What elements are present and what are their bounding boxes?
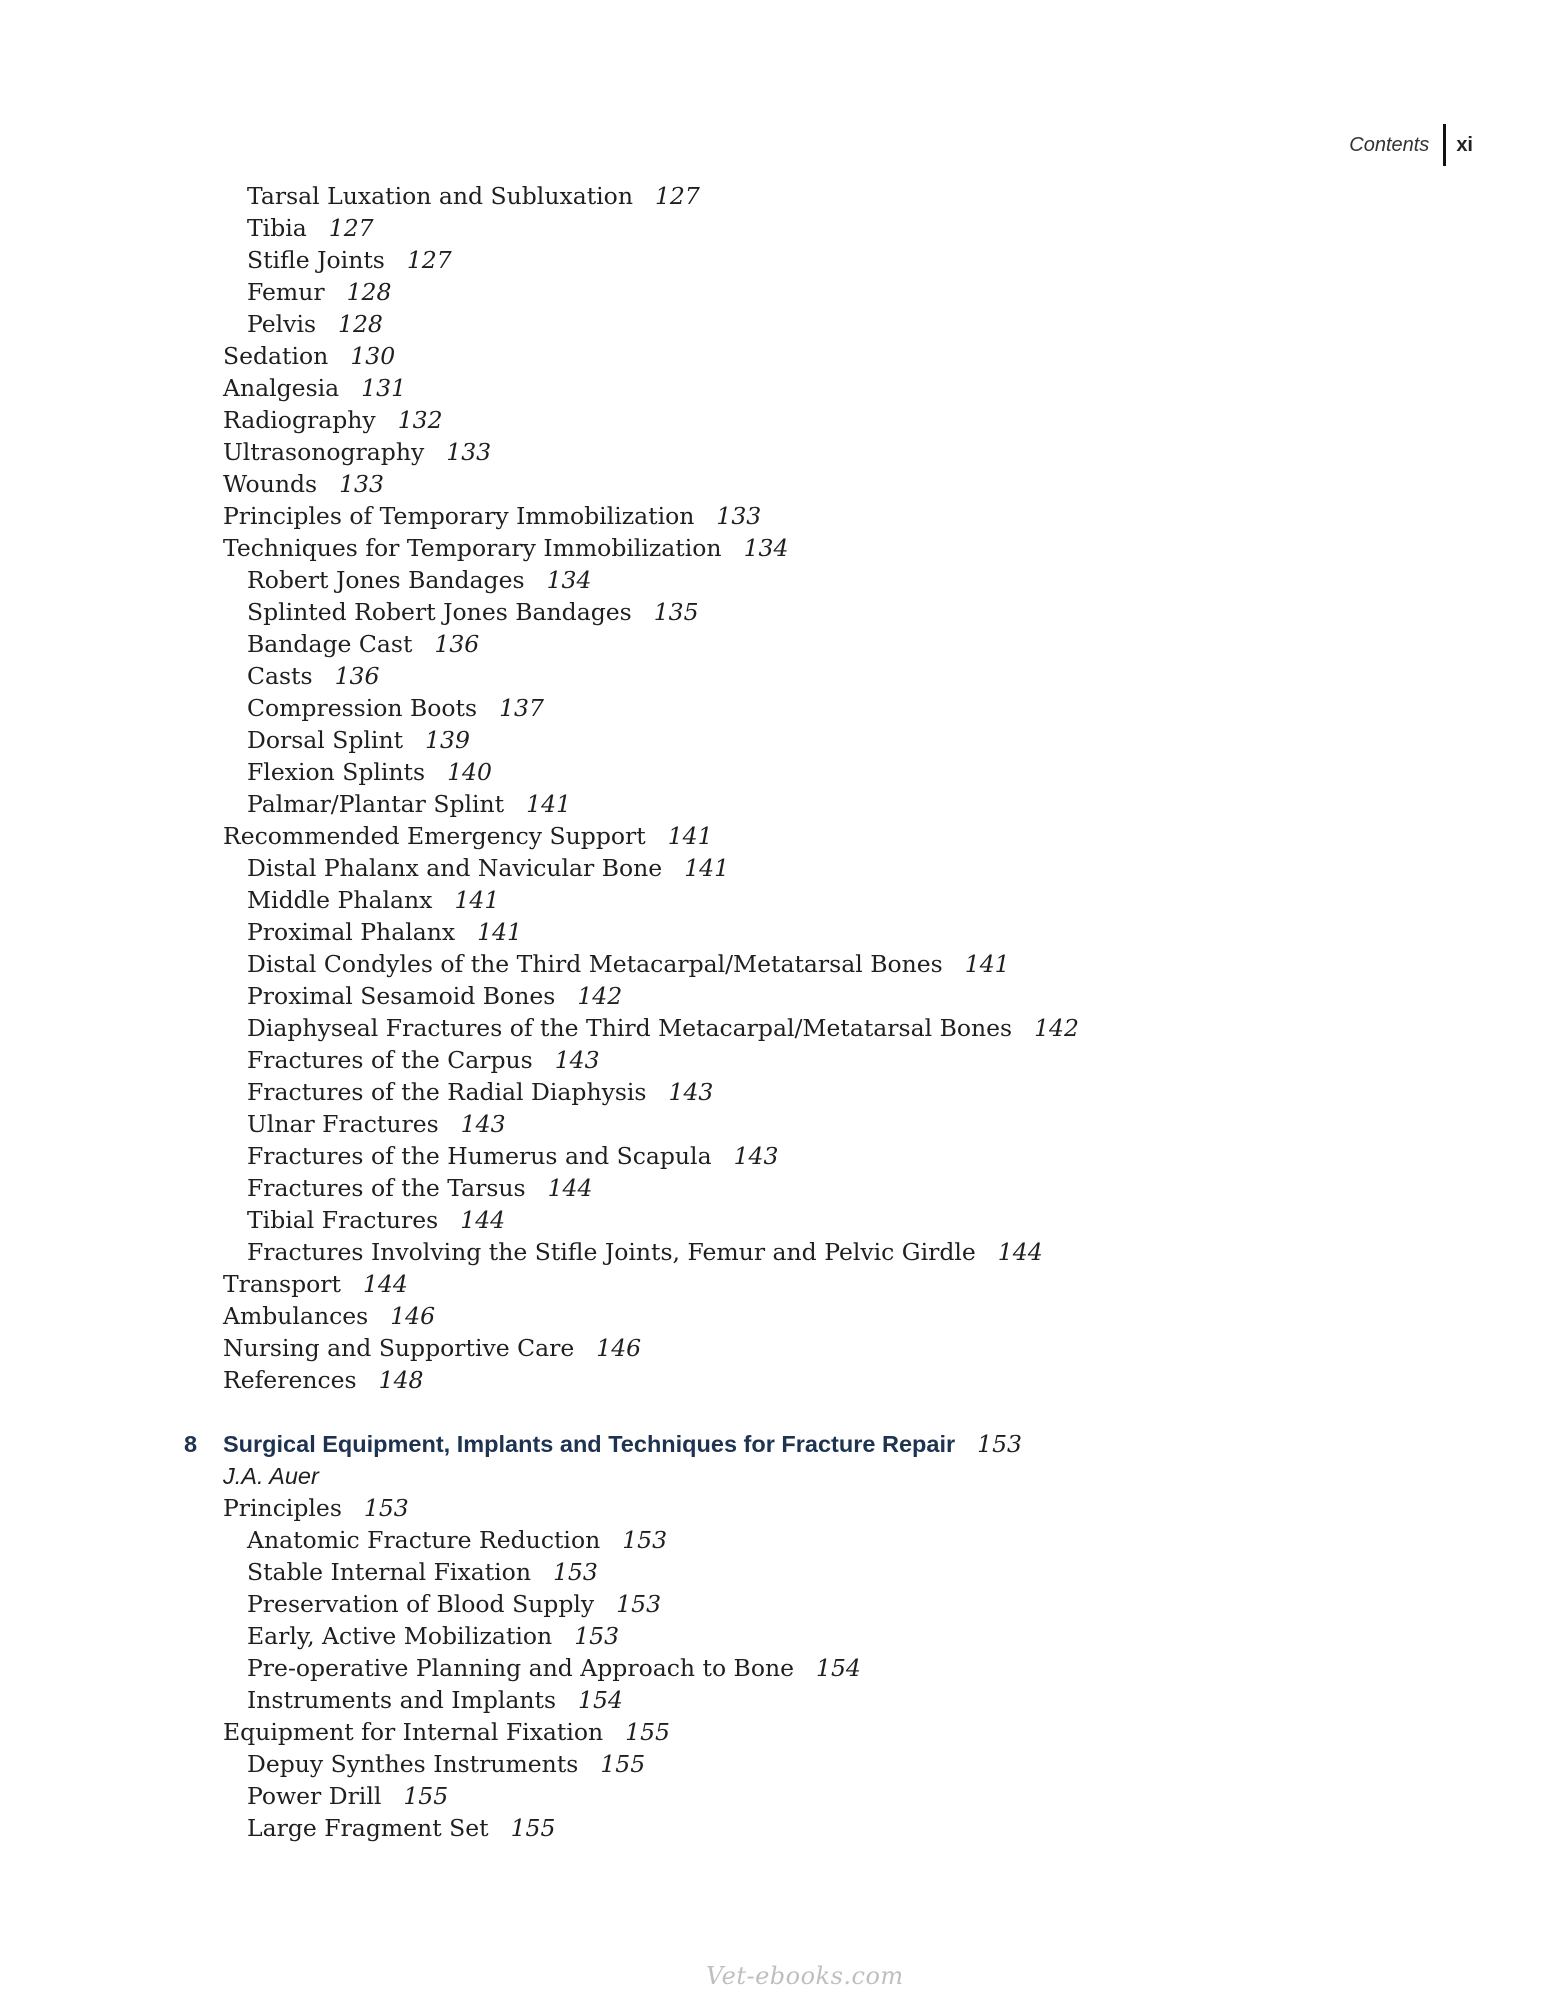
toc-entry-page: 131 (361, 374, 407, 402)
toc-entry (0, 692, 1565, 724)
toc-entry-title: Pre-operative Planning and Approach to Bone (247, 1654, 795, 1682)
toc-entry-title: Tibia (247, 214, 307, 242)
toc-entry (0, 500, 1565, 532)
toc-entry (0, 1716, 1565, 1748)
toc-entry-page: 155 (510, 1814, 556, 1842)
toc-entry-page: 127 (328, 214, 374, 242)
toc-entry-title: Distal Condyles of the Third Metacarpal/Metatarsal Bones (247, 950, 943, 978)
toc-entry-page: 136 (334, 662, 380, 690)
watermark-logo: Vet-ebooks.com (706, 1962, 904, 1990)
toc-entry-page: 155 (403, 1782, 449, 1810)
toc-entry-title: Splinted Robert Jones Bandages (247, 598, 632, 626)
toc-entry-title: Anatomic Fracture Reduction (247, 1526, 601, 1554)
toc-entry (0, 372, 1565, 404)
toc-entry (0, 788, 1565, 820)
toc-entry-page: 133 (339, 470, 384, 498)
toc-entry-page: 154 (578, 1686, 623, 1714)
table-of-contents (0, 180, 1565, 1844)
toc-entry-page: 137 (499, 694, 544, 722)
toc-entry (0, 404, 1565, 436)
toc-entry-page: 146 (390, 1302, 436, 1330)
chapter-heading (0, 1428, 1565, 1460)
toc-entry-page: 155 (600, 1750, 646, 1778)
toc-entry-title: Preservation of Blood Supply (247, 1590, 595, 1618)
toc-entry-page: 136 (434, 630, 480, 658)
toc-entry (0, 1172, 1565, 1204)
toc-entry-page: 153 (574, 1622, 620, 1650)
toc-entry (0, 1236, 1565, 1268)
toc-entry-page: 143 (668, 1078, 714, 1106)
toc-entry-page: 141 (667, 822, 713, 850)
toc-entry-title: Proximal Phalanx (247, 918, 456, 946)
toc-entry-page: 141 (526, 790, 571, 818)
toc-entry-title: Pelvis (247, 310, 317, 338)
toc-entry (0, 1012, 1565, 1044)
toc-entry (0, 916, 1565, 948)
running-head-label: Contents (1349, 133, 1430, 156)
page-number: xi (1456, 133, 1473, 156)
toc-entry-title: Ambulances (223, 1302, 369, 1330)
toc-entry-page: 153 (622, 1526, 668, 1554)
toc-entry-page: 154 (816, 1654, 861, 1682)
toc-entry (0, 276, 1565, 308)
toc-entry-title: Diaphyseal Fractures of the Third Metacarpal/Metatarsal Bones (247, 1014, 1013, 1042)
toc-entry-title: Equipment for Internal Fixation (223, 1718, 604, 1746)
toc-entry (0, 948, 1565, 980)
toc-entry-page: 153 (363, 1494, 409, 1522)
toc-entry-title: Large Fragment Set (247, 1814, 489, 1842)
toc-entry (0, 244, 1565, 276)
toc-entry-page: 142 (577, 982, 623, 1010)
toc-entry-page: 141 (477, 918, 522, 946)
running-head (1349, 124, 1473, 166)
toc-entry-title: Middle Phalanx (247, 886, 433, 914)
toc-entry-title: Transport (223, 1270, 341, 1298)
toc-entry (0, 1332, 1565, 1364)
toc-entry-page: 127 (654, 182, 700, 210)
toc-entry (0, 1812, 1565, 1844)
toc-entry-page: 141 (454, 886, 500, 914)
toc-entry-title: Principles of Temporary Immobilization (223, 502, 695, 530)
toc-entry-page: 142 (1034, 1014, 1079, 1042)
toc-entry-title: Stifle Joints (247, 246, 385, 274)
toc-entry (0, 1556, 1565, 1588)
toc-entry-title: Ulnar Fractures (247, 1110, 439, 1138)
toc-entry-page: 140 (447, 758, 492, 786)
toc-entry-page: 133 (716, 502, 762, 530)
toc-entry-page: 146 (596, 1334, 642, 1362)
toc-entry-title: Proximal Sesamoid Bones (247, 982, 556, 1010)
chapter-page: 153 (977, 1430, 1022, 1458)
toc-entry (0, 1076, 1565, 1108)
toc-entry (0, 1748, 1565, 1780)
running-head-divider (1443, 124, 1446, 166)
toc-entry-title: Fractures of the Tarsus (247, 1174, 526, 1202)
toc-entry (0, 180, 1565, 212)
toc-entry-title: Techniques for Temporary Immobilization (223, 534, 722, 562)
toc-entry-title: Tibial Fractures (247, 1206, 439, 1234)
toc-entry-page: 132 (397, 406, 443, 434)
toc-entry (0, 820, 1565, 852)
toc-entry-title: Distal Phalanx and Navicular Bone (247, 854, 663, 882)
toc-entry-title: Power Drill (247, 1782, 382, 1810)
toc-entry-title: Analgesia (223, 374, 340, 402)
toc-entry-title: Stable Internal Fixation (247, 1558, 531, 1586)
toc-entry-page: 133 (446, 438, 492, 466)
toc-entry (0, 724, 1565, 756)
toc-entry-page: 153 (616, 1590, 662, 1618)
toc-entry-page: 144 (997, 1238, 1043, 1266)
toc-entry-page: 128 (346, 278, 392, 306)
toc-entry (0, 884, 1565, 916)
toc-entry-page: 148 (378, 1366, 424, 1394)
toc-entry (0, 1140, 1565, 1172)
toc-entry (0, 1492, 1565, 1524)
chapter-number: 8 (184, 1431, 198, 1457)
toc-entry-title: Depuy Synthes Instruments (247, 1750, 579, 1778)
toc-entry-title: Robert Jones Bandages (247, 566, 525, 594)
toc-entry-title: Palmar/Plantar Splint (247, 790, 505, 818)
toc-entry (0, 1108, 1565, 1140)
toc-entry-title: Fractures of the Carpus (247, 1046, 533, 1074)
toc-entry-title: Early, Active Mobilization (247, 1622, 553, 1650)
toc-entry (0, 1204, 1565, 1236)
chapter-author: J.A. Auer (223, 1463, 319, 1489)
toc-entry (0, 212, 1565, 244)
chapter-spacer (0, 1396, 1565, 1428)
toc-entry (0, 1780, 1565, 1812)
toc-entry-page: 134 (743, 534, 789, 562)
toc-entry-title: Principles (223, 1494, 342, 1522)
toc-entry-page: 143 (733, 1142, 779, 1170)
toc-entry-page: 143 (554, 1046, 600, 1074)
toc-entry-title: Casts (247, 662, 313, 690)
toc-entry-title: Fractures of the Humerus and Scapula (247, 1142, 712, 1170)
toc-entry (0, 532, 1565, 564)
toc-entry-title: Ultrasonography (223, 438, 425, 466)
toc-entry-title: Femur (247, 278, 325, 306)
toc-entry-page: 141 (684, 854, 730, 882)
toc-entry (0, 980, 1565, 1012)
toc-entry-page: 144 (362, 1270, 408, 1298)
toc-entry-page: 128 (338, 310, 383, 338)
toc-entry (0, 1524, 1565, 1556)
toc-entry (0, 660, 1565, 692)
toc-entry (0, 308, 1565, 340)
toc-entry-page: 135 (653, 598, 699, 626)
toc-entry-title: Fractures of the Radial Diaphysis (247, 1078, 647, 1106)
toc-entry-title: Bandage Cast (247, 630, 413, 658)
toc-entry-title: Tarsal Luxation and Subluxation (247, 182, 633, 210)
toc-entry (0, 1300, 1565, 1332)
toc-entry-title: Nursing and Supportive Care (223, 1334, 575, 1362)
toc-entry-title: Instruments and Implants (247, 1686, 557, 1714)
toc-entry-page: 144 (460, 1206, 506, 1234)
chapter-title: Surgical Equipment, Implants and Techniques for Fracture Repair (223, 1431, 956, 1457)
toc-entry (0, 628, 1565, 660)
toc-entry (0, 564, 1565, 596)
toc-entry (0, 1620, 1565, 1652)
toc-entry-page: 144 (547, 1174, 593, 1202)
toc-entry-page: 134 (546, 566, 592, 594)
toc-entry (0, 1588, 1565, 1620)
toc-entry (0, 1684, 1565, 1716)
toc-entry-page: 141 (964, 950, 1010, 978)
toc-entry-title: Flexion Splints (247, 758, 426, 786)
toc-entry-title: Wounds (223, 470, 318, 498)
toc-entry-page: 153 (552, 1558, 598, 1586)
toc-entry-page: 143 (460, 1110, 506, 1138)
toc-entry (0, 1364, 1565, 1396)
toc-entry-page: 127 (406, 246, 452, 274)
toc-entry-title: Fractures Involving the Stifle Joints, Femur and Pelvic Girdle (247, 1238, 976, 1266)
toc-entry (0, 1652, 1565, 1684)
toc-entry (0, 468, 1565, 500)
toc-entry (0, 852, 1565, 884)
toc-entry-title: Recommended Emergency Support (223, 822, 646, 850)
toc-entry (0, 1268, 1565, 1300)
toc-entry-page: 155 (625, 1718, 671, 1746)
toc-entry (0, 756, 1565, 788)
toc-entry (0, 1044, 1565, 1076)
toc-entry-page: 139 (425, 726, 470, 754)
toc-entry-title: Sedation (223, 342, 329, 370)
toc-entry (0, 340, 1565, 372)
toc-entry-page: 130 (350, 342, 396, 370)
toc-entry-title: Radiography (223, 406, 376, 434)
toc-entry (0, 436, 1565, 468)
toc-entry-title: Compression Boots (247, 694, 478, 722)
toc-entry-title: References (223, 1366, 357, 1394)
toc-entry-title: Dorsal Splint (247, 726, 404, 754)
toc-entry (0, 596, 1565, 628)
